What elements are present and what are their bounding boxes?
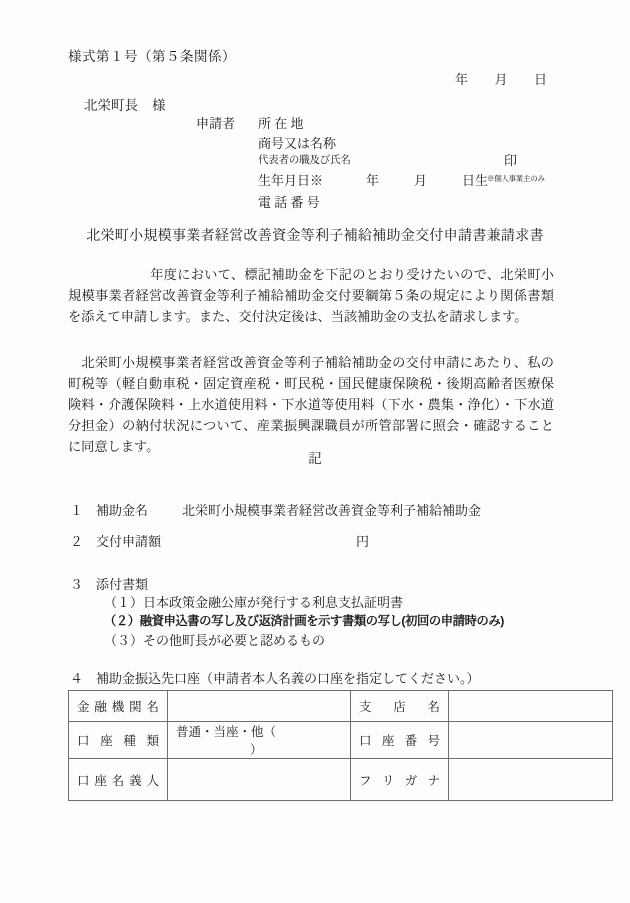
applicant-address-label: 所 在 地 (258, 116, 304, 131)
furigana-label: フ リ ガ ナ (351, 759, 449, 801)
bank-name-value[interactable] (168, 691, 351, 722)
branch-name-label: 支 店 名 (351, 691, 449, 722)
applicant-birthdate-label: 生年月日※ (258, 173, 324, 188)
body-paragraph-1-text: 年度において、標記補助金を下記のとおり受けたいので、北栄町小規模事業者経営改善資金等利子補給補助金交付要綱第５条の規定により関係書類を添えて申請します。また、交付決定後は、当該補助金の支払を請求します。 (68, 267, 554, 324)
birth-month-label: 月 (414, 173, 428, 188)
date-month-label: 月 (494, 72, 509, 87)
account-type-label: 口 座 種 類 (69, 722, 168, 759)
attachment-item-2: （２）融資申込書の写し及び返済計画を示す書類の写し(初回の申請時のみ) (104, 614, 504, 628)
addressee-line (84, 94, 166, 114)
furigana-value[interactable] (449, 759, 613, 801)
bank-name-label: 金融機関名 (69, 691, 168, 722)
body-paragraph-1 (68, 264, 554, 327)
account-holder-value[interactable] (168, 759, 351, 801)
birth-year-label: 年 (366, 173, 380, 188)
body-paragraph-2-text: 北栄町小規模事業者経営改善資金等利子補給補助金の交付申請にあたり、私の町税等（軽自動車税・固定資産税・町民税・国民健康保険税・後期高齢者医療保険料・介護保険料・上水道使用料・下水道等使用料（下水・農集・浄化）・下水道分担金）の納付状況について、産業振興課職員が所管部署に照会・確認することに同意します。 (68, 355, 554, 454)
table-row (69, 691, 613, 722)
applicant-company-name-label: 商号又は名称 (258, 136, 337, 151)
attachment-item-3: （３）その他町長が必要と認めるもの (104, 633, 326, 648)
item-4-label: 補助金振込先口座（申請者本人名義の口座を指定してください。） (96, 671, 480, 686)
table-row (69, 759, 613, 801)
account-type-suffix: ） (250, 743, 263, 757)
date-year-label: 年 (455, 72, 469, 87)
applicant-representative-label: 代表者の職及び氏名 (258, 155, 351, 166)
addressee-name: 北栄町長 (84, 98, 138, 113)
item-1-number: １ (70, 503, 84, 518)
account-number-value[interactable] (449, 722, 613, 759)
ki-marker: 記 (308, 451, 322, 466)
account-type-prefix: 普通・当座・他（ (176, 725, 277, 739)
account-type-options (176, 725, 276, 757)
form-number: 様式第１号（第５条関係） (68, 49, 236, 64)
birth-note: ※個人事業主のみ (487, 174, 545, 183)
addressee-honorific: 様 (152, 98, 166, 113)
applicant-phone-label: 電 話 番 号 (258, 195, 320, 210)
bank-account-table (68, 690, 613, 801)
date-line (455, 69, 548, 88)
item-4-number: ４ (70, 671, 84, 686)
attachment-item-1: （１）日本政策金融公庫が発行する利息支払証明書 (104, 595, 404, 610)
item-1-value: 北栄町小規模事業者経営改善資金等利子補給補助金 (182, 503, 482, 518)
applicant-label: 申請者 (196, 116, 236, 131)
account-number-label: 口 座 番 号 (351, 722, 449, 759)
item-1-label: 補助金名 (96, 503, 149, 518)
item-2-label: 交付申請額 (96, 534, 162, 549)
body-paragraph-2 (68, 352, 554, 457)
document-title: 北栄町小規模事業者経営改善資金等利子補給補助金交付申請書兼請求書 (86, 229, 544, 244)
seal-mark: 印 (504, 153, 518, 168)
table-row (69, 722, 613, 759)
account-type-value[interactable] (168, 722, 351, 759)
branch-name-value[interactable] (449, 691, 613, 722)
date-day-label: 日 (534, 72, 548, 87)
account-holder-label: 口座名義人 (69, 759, 168, 801)
item-3-number: ３ (70, 577, 84, 592)
birth-day-label: 日生 (462, 173, 489, 188)
item-2-currency-unit: 円 (356, 534, 370, 549)
item-3-label: 添付書類 (96, 577, 149, 592)
item-2-number: ２ (70, 534, 84, 549)
